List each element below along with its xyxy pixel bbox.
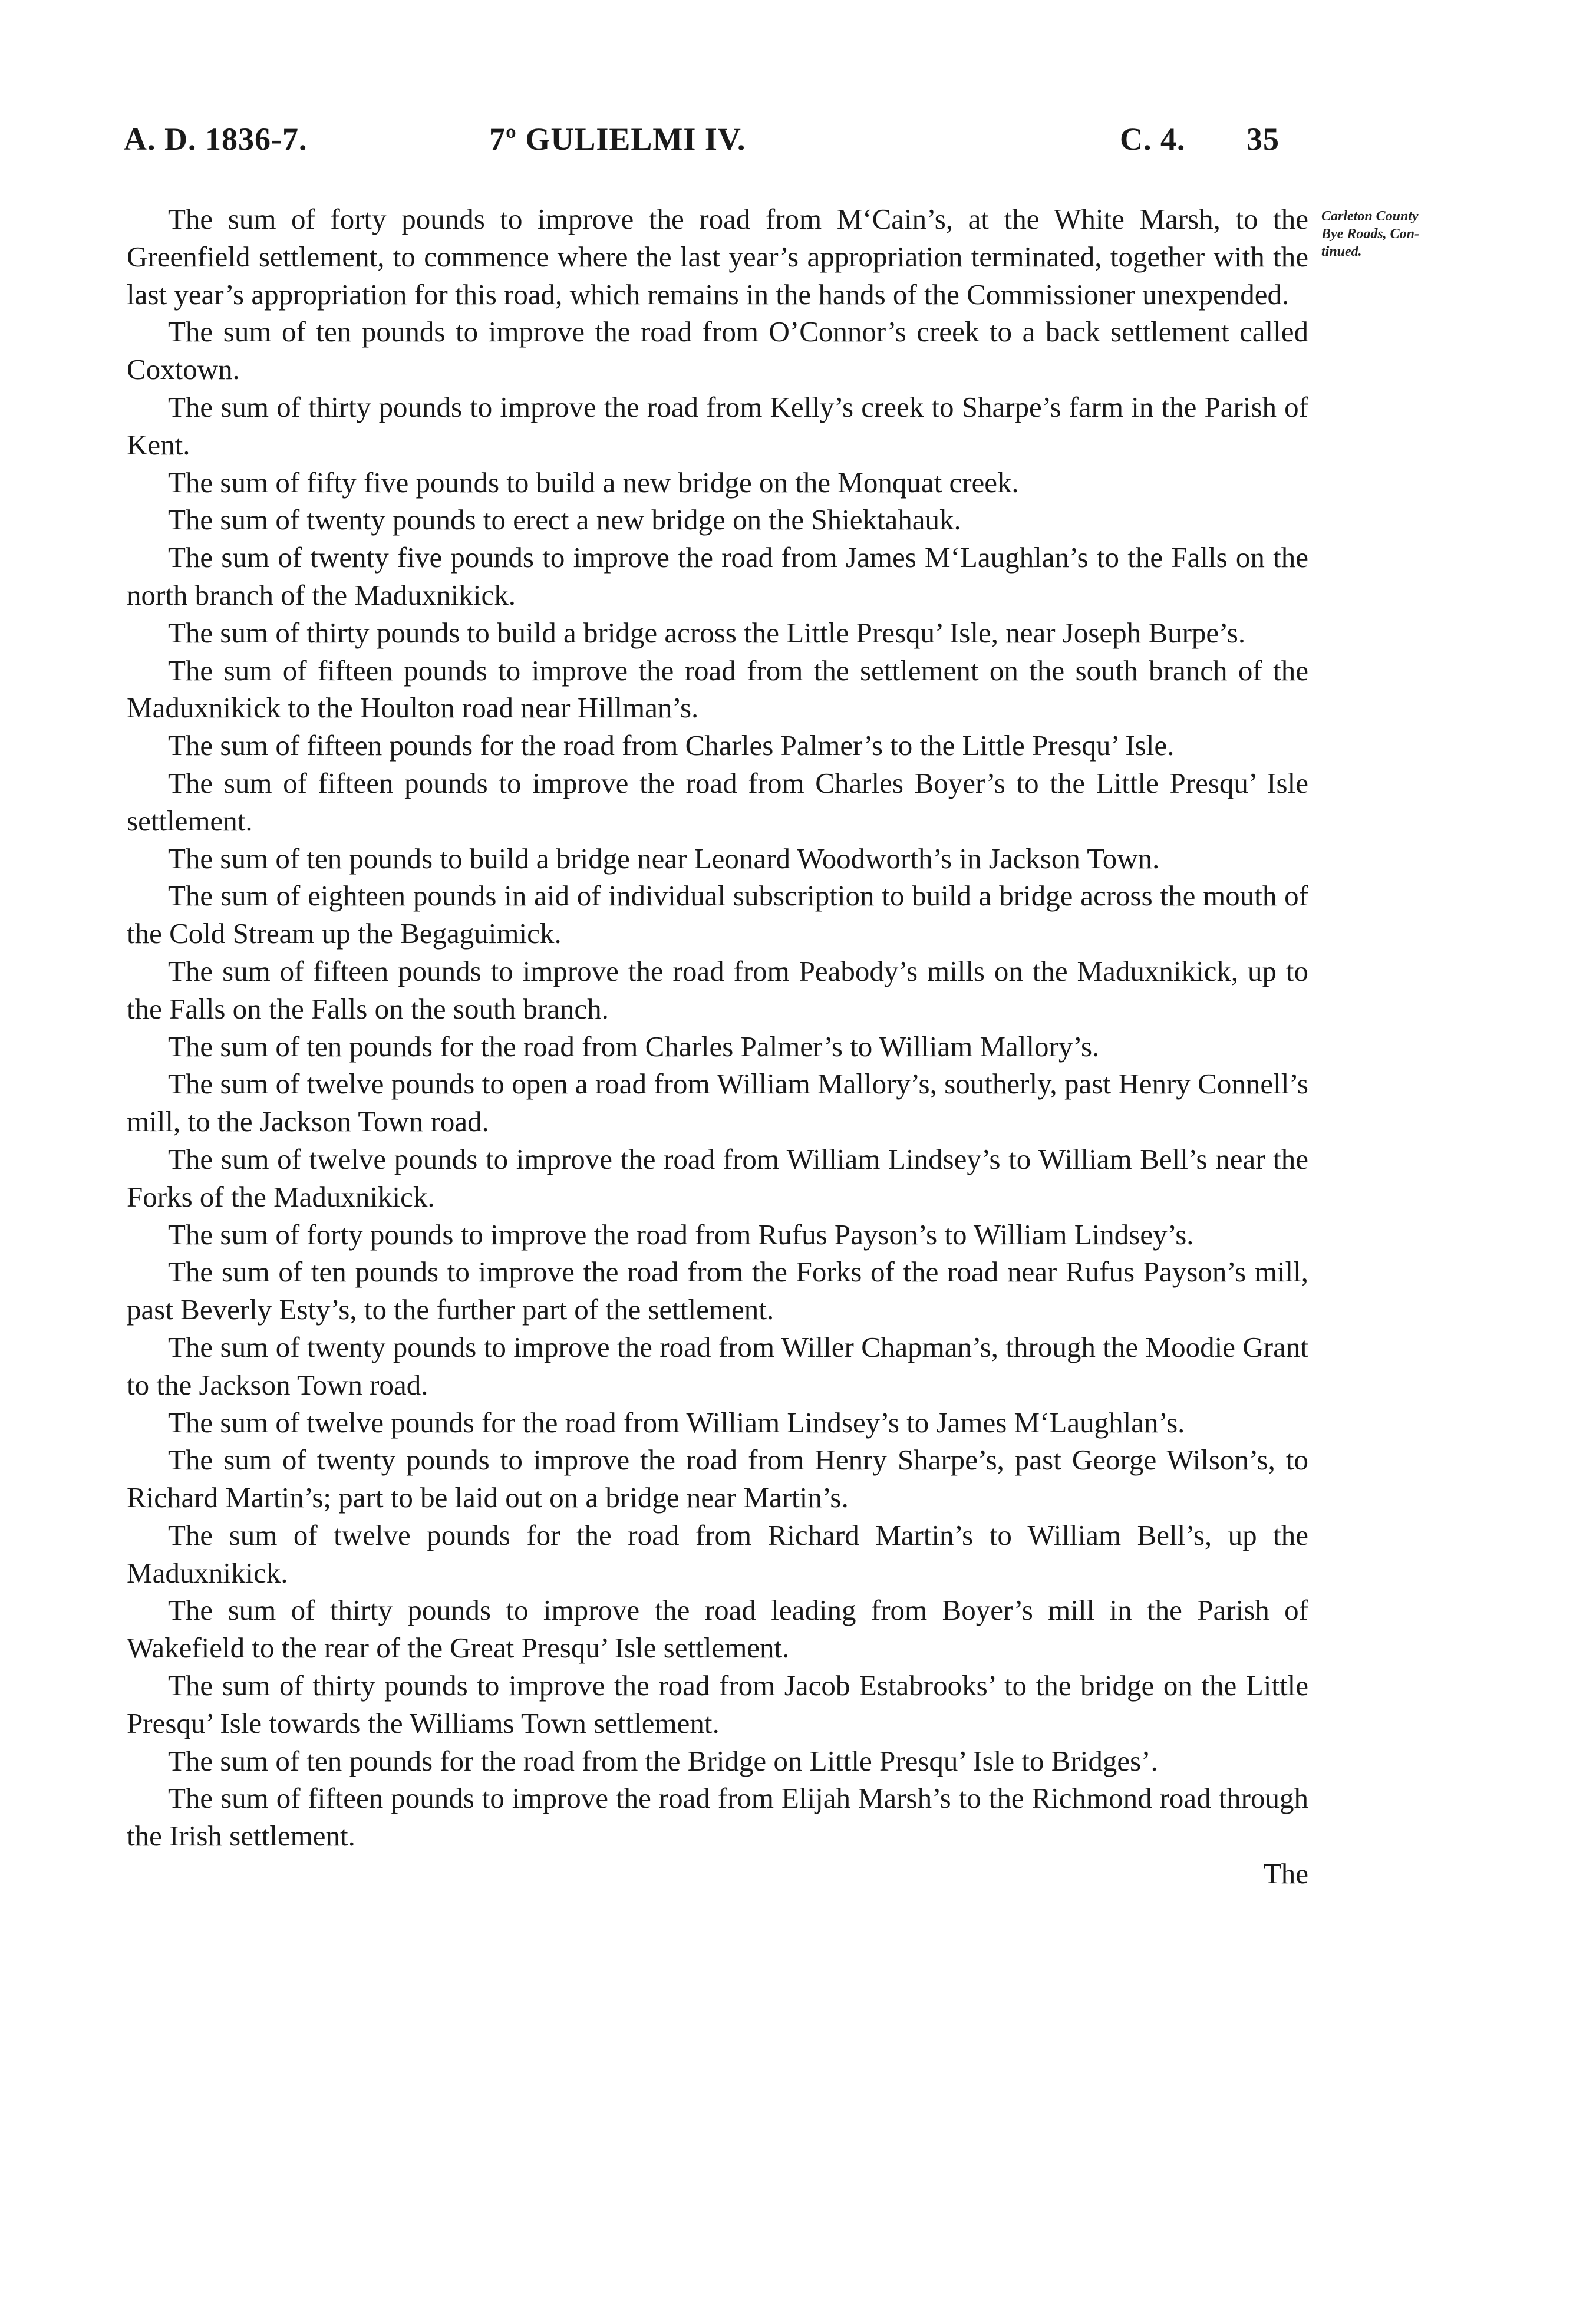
header-chapter: C. 4. bbox=[1120, 121, 1186, 157]
paragraph: The sum of thirty pounds to improve the road leading from Boyer’s mill in the Parish of Wakefield to the rear of the Great Presqu’ Isle settlement. bbox=[127, 1594, 1308, 1665]
paragraph: The sum of fifteen pounds to improve the road from the settlement on the south branch of the Maduxnikick to the Houlton road near Hillman’s. bbox=[127, 654, 1308, 724]
paragraph: The sum of ten pounds for the road from the Bridge on Little Presqu’ Isle to Bridges’. bbox=[168, 1744, 1158, 1777]
paragraph: The sum of twelve pounds to open a road from William Mallory’s, southerly, past Henry Connell’s mill, to the Jackson Town road. bbox=[127, 1067, 1308, 1138]
paragraph: The sum of twenty pounds to improve the road from Willer Chapman’s, through the Moodie Grant to the Jackson Town road. bbox=[127, 1330, 1308, 1401]
paragraph: The sum of ten pounds to build a bridge near Leonard Woodworth’s in Jackson Town. bbox=[168, 842, 1160, 875]
catchword: The bbox=[1263, 1857, 1308, 1890]
header-date: A. D. 1836-7. bbox=[124, 121, 308, 157]
paragraph: The sum of thirty pounds to build a bridge across the Little Presqu’ Isle, near Joseph Burpe’s. bbox=[168, 616, 1246, 649]
paragraph: The sum of ten pounds for the road from Charles Palmer’s to William Mallory’s. bbox=[168, 1030, 1100, 1063]
paragraph: The sum of thirty pounds to improve the road from Kelly’s creek to Sharpe’s farm in the Parish of Kent. bbox=[127, 390, 1308, 461]
paragraph: The sum of fifty five pounds to build a new bridge on the Monquat creek. bbox=[168, 466, 1019, 499]
paragraph: The sum of twelve pounds for the road from William Lindsey’s to James M‘Laughlan’s. bbox=[168, 1406, 1185, 1439]
paragraph: The sum of fifteen pounds to improve the road from Peabody’s mills on the Maduxnikick, up to the Falls on the Falls on the south branch. bbox=[127, 954, 1308, 1025]
paragraph: The sum of twelve pounds for the road from Richard Martin’s to William Bell’s, up the Maduxnikick. bbox=[127, 1518, 1308, 1589]
paragraph: The sum of ten pounds to improve the road from O’Connor’s creek to a back settlement called Coxtown. bbox=[127, 315, 1308, 386]
paragraph: The sum of eighteen pounds in aid of individual subscription to build a bridge across the mouth of the Cold Stream up the Begaguimick. bbox=[127, 879, 1308, 950]
paragraph: The sum of ten pounds to improve the road from the Forks of the road near Rufus Payson’s mill, past Beverly Esty’s, to the further part of the settlement. bbox=[127, 1255, 1308, 1326]
margin-note-line: Carleton County bbox=[1321, 209, 1419, 224]
page-number: 35 bbox=[1247, 121, 1280, 157]
paragraph: The sum of forty pounds to improve the road from M‘Cain’s, at the White Marsh, to the Greenfield settlement, to commence where the last year’s appropriation terminated, together with the last year’s appropriation for this road, which remains in the hands of the Commissioner unexpended. bbox=[127, 203, 1308, 311]
header-reign: 7º GULIELMI IV. bbox=[489, 121, 746, 157]
paragraph: The sum of fifteen pounds to improve the road from Charles Boyer’s to the Little Presqu’ Isle settlement. bbox=[127, 766, 1308, 837]
body-text bbox=[127, 200, 1308, 1893]
margin-note bbox=[1321, 207, 1498, 261]
paragraph: The sum of twenty five pounds to improve the road from James M‘Laughlan’s to the Falls on the north branch of the Maduxnikick. bbox=[127, 541, 1308, 611]
paragraph: The sum of forty pounds to improve the road from Rufus Payson’s to William Lindsey’s. bbox=[168, 1218, 1194, 1251]
paragraph: The sum of thirty pounds to improve the road from Jacob Estabrooks’ to the bridge on the Little Presqu’ Isle towards the Williams Town settlement. bbox=[127, 1669, 1308, 1739]
margin-note-line: Bye Roads, Con- bbox=[1321, 226, 1420, 242]
paragraph: The sum of twenty pounds to erect a new bridge on the Shiektahauk. bbox=[168, 503, 961, 536]
running-header bbox=[124, 121, 1308, 162]
paragraph: The sum of twelve pounds to improve the road from William Lindsey’s to William Bell’s near the Forks of the Maduxnikick. bbox=[127, 1142, 1308, 1213]
paragraph: The sum of twenty pounds to improve the road from Henry Sharpe’s, past George Wilson’s, to Richard Martin’s; part to be laid out on a bridge near Martin’s. bbox=[127, 1443, 1308, 1514]
paragraph: The sum of fifteen pounds to improve the road from Elijah Marsh’s to the Richmond road through the Irish settlement. bbox=[127, 1782, 1308, 1853]
paragraph: The sum of fifteen pounds for the road from Charles Palmer’s to the Little Presqu’ Isle. bbox=[168, 729, 1175, 762]
margin-note-line: tinued. bbox=[1321, 244, 1362, 259]
